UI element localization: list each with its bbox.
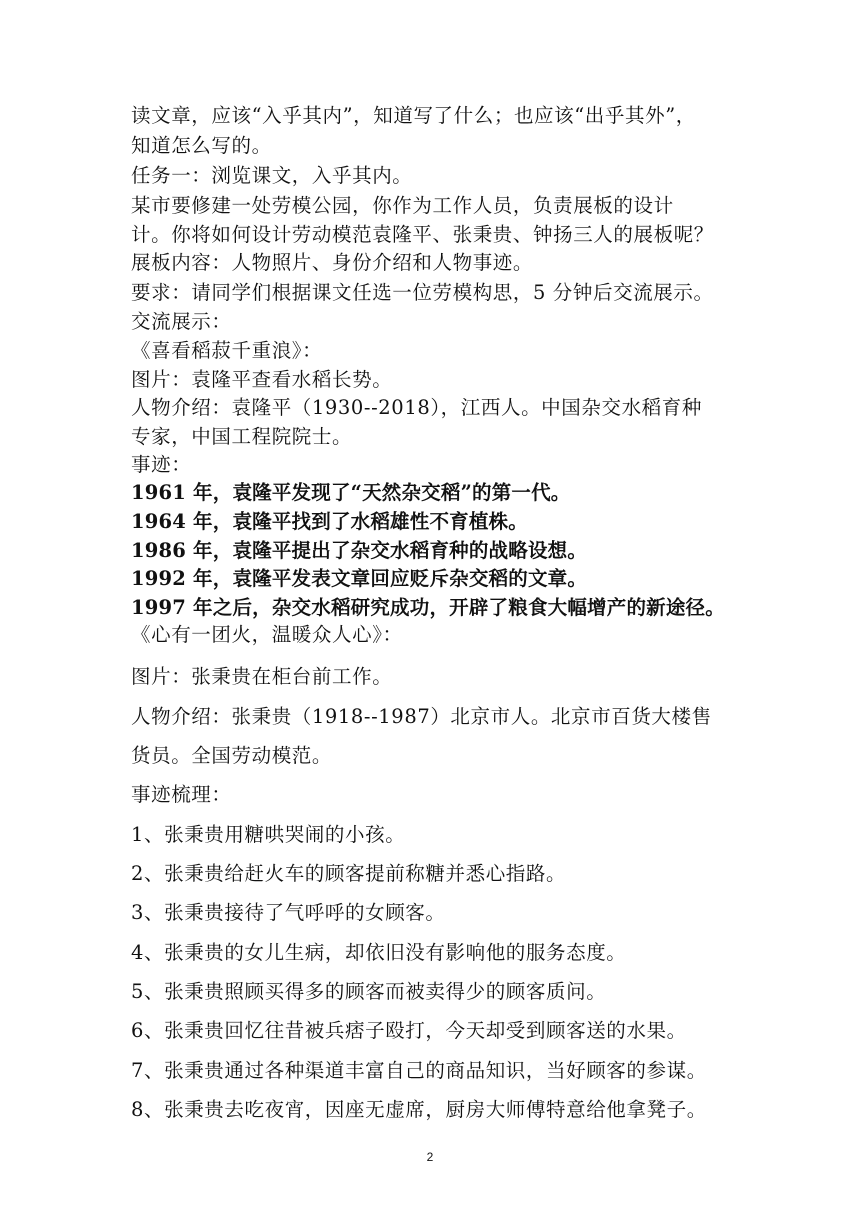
section-title-zhang: 《心有一团火，温暖众人心》： xyxy=(131,623,403,646)
zhang-intro-line-1: 人物介绍：张秉贵（1918--1987）北京市人。北京市百货大楼售 xyxy=(131,705,712,728)
text-line-1: 读文章，应该“入乎其内”，知道写了什么；也应该“出乎其外”， xyxy=(131,104,696,127)
zhang-deed-8: 8、张秉贵去吃夜宵，因座无虚席，厨房大师傅特意给他拿凳子。 xyxy=(131,1098,707,1121)
zhang-deed-3: 3、张秉贵接待了气呼呼的女顾客。 xyxy=(131,901,446,924)
zhang-intro-line-2: 货员。全国劳动模范。 xyxy=(131,744,333,767)
zhang-deed-1: 1、张秉贵用糖哄哭闹的小孩。 xyxy=(131,823,406,846)
text-line-6: 展板内容：人物照片、身份介绍和人物事迹。 xyxy=(131,251,534,274)
yuan-intro-line-1: 人物介绍：袁隆平（1930--2018），江西人。中国杂交水稻育种 xyxy=(131,396,702,419)
yuan-deed-1997: 1997 年之后，杂交水稻研究成功，开辟了粮食大幅增产的新途径。 xyxy=(131,596,725,619)
zhang-deed-5: 5、张秉贵照顾买得多的顾客而被卖得少的顾客质问。 xyxy=(131,980,607,1003)
yuan-deed-1986: 1986 年，袁隆平提出了杂交水稻育种的战略设想。 xyxy=(131,539,588,562)
zhang-deed-4: 4、张秉贵的女儿生病，却依旧没有影响他的服务态度。 xyxy=(131,941,627,964)
section-title-yuan: 《喜看稻菽千重浪》： xyxy=(131,339,323,362)
zhang-deed-7: 7、张秉贵通过各种渠道丰富自己的商品知识，当好顾客的参谋。 xyxy=(131,1059,707,1082)
yuan-picture-line: 图片：袁隆平查看水稻长势。 xyxy=(131,368,393,391)
text-line-4: 某市要修建一处劳模公园，你作为工作人员，负责展板的设计 xyxy=(131,194,674,217)
yuan-intro-line-2: 专家，中国工程院院士。 xyxy=(131,425,353,448)
requirement-line: 要求：请同学们根据课文任选一位劳模构思，5 分钟后交流展示。 xyxy=(131,281,714,304)
zhang-deeds-heading: 事迹梳理： xyxy=(131,783,232,806)
zhang-deed-2: 2、张秉贵给赶火车的顾客提前称糖并悉心指路。 xyxy=(131,862,567,885)
zhang-picture-line: 图片：张秉贵在柜台前工作。 xyxy=(131,665,393,688)
exchange-heading: 交流展示： xyxy=(131,310,232,333)
yuan-deed-1964: 1964 年，袁隆平找到了水稻雄性不育植株。 xyxy=(131,510,528,533)
text-line-2: 知道怎么写的。 xyxy=(131,134,272,157)
page-number: 2 xyxy=(426,1150,434,1164)
yuan-deeds-heading: 事迹： xyxy=(131,453,192,476)
task-heading: 任务一：浏览课文，入乎其内。 xyxy=(131,164,413,187)
yuan-deed-1961: 1961 年，袁隆平发现了“天然杂交稻”的第一代。 xyxy=(131,481,571,504)
zhang-deed-6: 6、张秉贵回忆往昔被兵痞子殴打，今天却受到顾客送的水果。 xyxy=(131,1019,687,1042)
text-line-5: 计。你将如何设计劳动模范袁隆平、张秉贵、钟扬三人的展板呢？ xyxy=(131,223,714,246)
yuan-deed-1992: 1992 年，袁隆平发表文章回应贬斥杂交稻的文章。 xyxy=(131,567,588,590)
